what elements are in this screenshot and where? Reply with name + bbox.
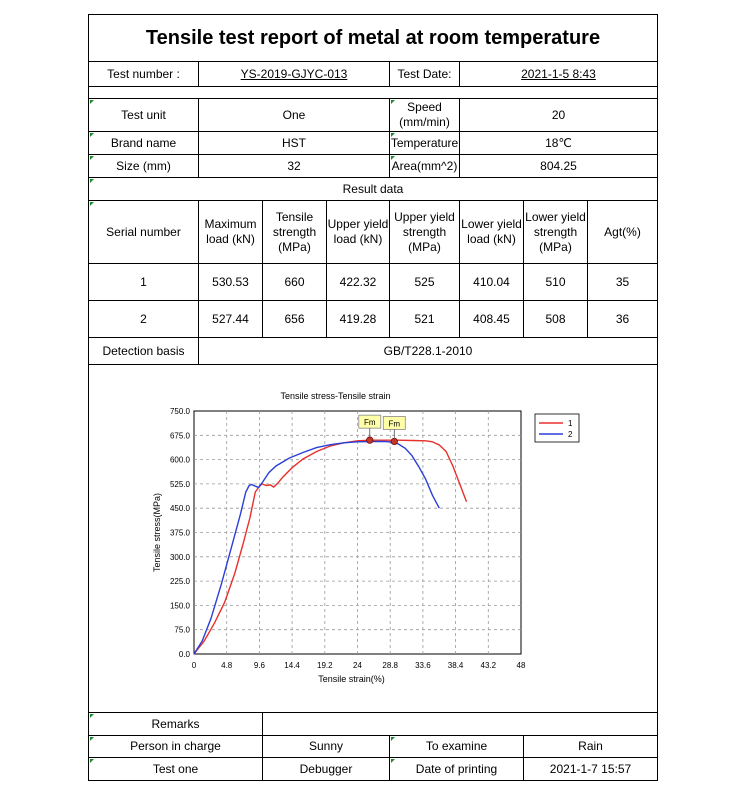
legend-label-2: 2 — [568, 430, 573, 439]
row2-lower-yield-strength: 508 — [524, 301, 588, 337]
x-tick-label: 0 — [191, 661, 197, 670]
y-tick-label: 0.0 — [178, 650, 190, 659]
row2-agt: 36 — [615, 311, 630, 326]
row2-lower-yield-load: 408.45 — [460, 301, 524, 337]
header-lower-yield-load: Lower yield load (kN) — [460, 201, 524, 263]
detection-basis-value: GB/T228.1-2010 — [383, 343, 473, 358]
legend-label-1: 1 — [568, 419, 573, 428]
title-row — [89, 15, 657, 62]
row1-max-load: 530.53 — [199, 264, 263, 300]
row2-max-load: 527.44 — [199, 301, 263, 337]
y-tick-label: 150.0 — [169, 601, 190, 611]
report-sheet — [88, 14, 658, 781]
row1-serial: 1 — [89, 264, 199, 300]
detection-basis-label: Detection basis — [89, 338, 199, 364]
y-tick-label: 225.0 — [169, 577, 190, 587]
row2-serial: 2 — [89, 301, 199, 337]
y-tick-label: 75.0 — [174, 625, 190, 635]
y-axis-label: Tensile stress(MPa) — [152, 492, 162, 573]
y-tick-label: 375.0 — [169, 528, 190, 538]
x-tick-label: 4.8 — [221, 661, 233, 670]
y-tick-label: 525.0 — [169, 479, 190, 489]
remarks-value — [263, 713, 657, 735]
header-agt: Agt(%) — [604, 224, 641, 239]
header-upper-yield-load: Upper yield load (kN) — [327, 201, 390, 263]
row1-lower-yield-strength: 510 — [524, 264, 588, 300]
size-label: Size (mm) — [89, 155, 199, 177]
to-examine-label: To examine — [390, 736, 524, 757]
speed-value: 20 — [551, 107, 566, 122]
test-one-label: Test one — [89, 758, 263, 780]
test-number-label: Test number : — [89, 62, 199, 86]
row1-tensile-strength: 660 — [263, 264, 327, 300]
area-value: 804.25 — [540, 158, 577, 173]
brand-name-value: HST — [199, 132, 390, 154]
row2-upper-yield-load: 419.28 — [327, 301, 390, 337]
row1-upper-yield-load: 422.32 — [327, 264, 390, 300]
row1-agt: 35 — [615, 274, 630, 289]
to-examine-value: Rain — [578, 739, 603, 753]
table-row — [89, 264, 657, 301]
y-tick-label: 600.0 — [169, 455, 190, 465]
spacer-row — [89, 87, 657, 99]
date-of-printing-value: 2021-1-7 15:57 — [549, 761, 632, 776]
row2-tensile-strength: 656 — [263, 301, 327, 337]
x-tick-label: 43.2 — [480, 661, 497, 670]
test-date-label: Test Date: — [390, 62, 460, 86]
test-number-value: YS-2019-GJYC-013 — [199, 62, 390, 86]
test-one-value: Debugger — [263, 758, 390, 780]
result-header-row — [89, 201, 657, 264]
header-serial-number: Serial number — [89, 201, 199, 263]
header-tensile-strength: Tensile strength (MPa) — [263, 201, 327, 263]
x-tick-label: 28.8 — [382, 661, 398, 670]
chart-title: Tensile stress-Tensile strain — [280, 391, 391, 401]
test-unit-value: One — [199, 99, 390, 131]
speed-label: Speed (mm/min) — [390, 99, 460, 131]
size-value: 32 — [199, 155, 390, 177]
page-title: Tensile test report of metal at room temperature — [145, 26, 601, 49]
area-label: Area(mm^2) — [390, 155, 460, 177]
brand-row — [89, 132, 657, 155]
remarks-row — [89, 713, 657, 736]
y-tick-label: 750.0 — [169, 407, 190, 416]
y-tick-label: 675.0 — [169, 431, 190, 441]
detection-row — [89, 338, 657, 365]
person-row — [89, 736, 657, 758]
date-of-printing-label: Date of printing — [390, 758, 524, 780]
fm-point-marker — [391, 438, 397, 444]
size-row — [89, 155, 657, 178]
remarks-label: Remarks — [89, 713, 263, 735]
chart-area — [89, 365, 657, 713]
person-in-charge-label: Person in charge — [89, 736, 263, 757]
x-tick-label: 19.2 — [317, 661, 333, 670]
brand-name-label: Brand name — [89, 132, 199, 154]
fm-point-marker — [367, 437, 373, 443]
person-in-charge-value: Sunny — [263, 736, 390, 757]
test-unit-label: Test unit — [89, 99, 199, 131]
y-tick-label: 300.0 — [169, 552, 190, 562]
y-tick-label: 450.0 — [169, 504, 190, 514]
test-unit-row — [89, 99, 657, 132]
table-row — [89, 301, 657, 338]
header-upper-yield-strength: Upper yield strength (MPa) — [390, 201, 460, 263]
test-number-row — [89, 62, 657, 87]
x-tick-label: 48 — [516, 661, 526, 670]
stress-strain-chart — [89, 365, 656, 711]
test-date-value: 2021-1-5 8:43 — [521, 66, 596, 81]
header-maximum-load: Maximum load (kN) — [199, 201, 263, 263]
row1-lower-yield-load: 410.04 — [460, 264, 524, 300]
row2-upper-yield-strength: 521 — [390, 301, 460, 337]
result-data-title: Result data — [89, 178, 657, 200]
x-tick-label: 24 — [353, 661, 362, 670]
x-tick-label: 38.4 — [447, 661, 464, 670]
header-lower-yield-strength: Lower yield strength (MPa) — [524, 201, 588, 263]
x-tick-label: 33.6 — [415, 661, 431, 670]
row1-upper-yield-strength: 525 — [390, 264, 460, 300]
result-data-row — [89, 178, 657, 201]
fm-label-text: Fm — [363, 418, 376, 428]
x-axis-label: Tensile strain(%) — [318, 674, 385, 684]
x-tick-label: 9.6 — [253, 661, 265, 670]
x-tick-label: 14.4 — [284, 661, 300, 670]
test-one-row — [89, 758, 657, 780]
fm-label-text: Fm — [388, 419, 401, 429]
temperature-label: Temperature — [390, 132, 460, 154]
temperature-value: 18℃ — [545, 135, 572, 150]
